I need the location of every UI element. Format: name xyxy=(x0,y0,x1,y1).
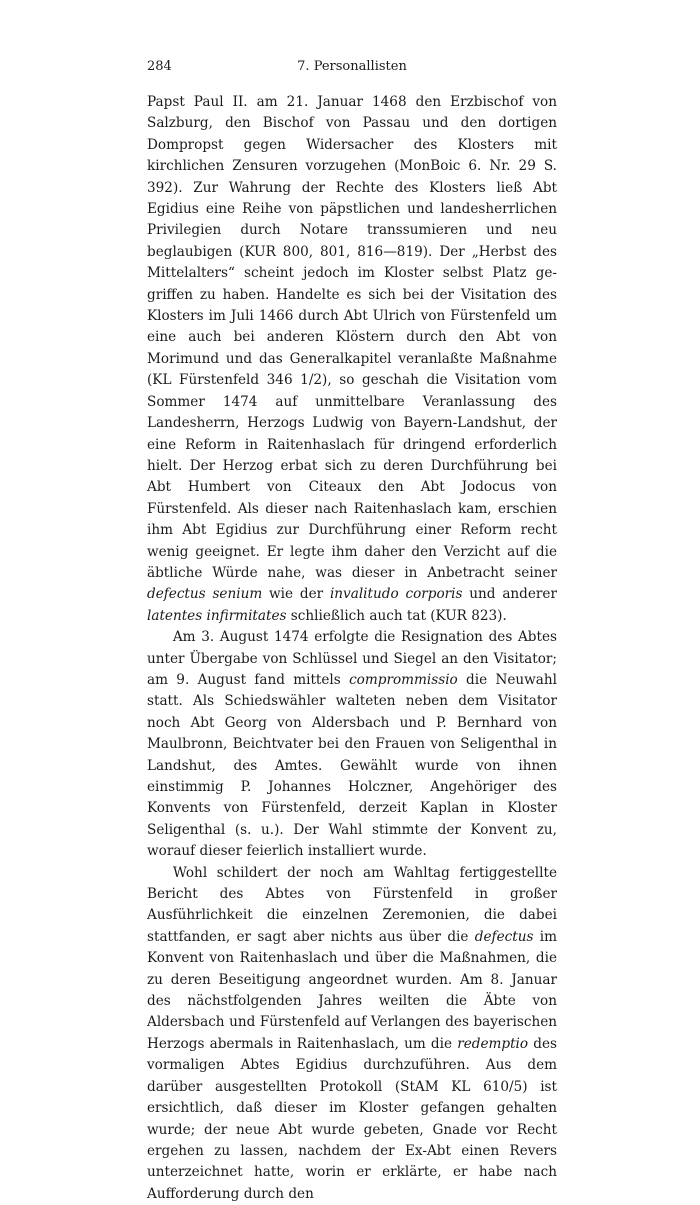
paragraph xyxy=(147,92,557,627)
running-head: 7. Personallisten xyxy=(297,59,407,74)
text-run: Papst Paul II. am 21. Januar 1468 den Erzbischof von Salzburg, den Bischof von Passau und den dortigen Dompropst gegen Widersacher des Klosters mit kirchlichen Zensuren vorzugehen (MonBoic 6. Nr. 29 S. 392). Zur Wahrung der Rechte des Klosters ließ Abt Egidius eine Reihe von päpstlichen und landesherrlichen Privilegien durch Notare transsumieren und neu beglaubigen (KUR 800, 801, 816—819). Der „Herbst des Mittelalters“ scheint jedoch im Kloster selbst Platz gegriffen zu haben. Handelte es sich bei der Visitation des Klosters im Juli 1466 durch Abt Ulrich von Fürstenfeld um eine auch bei anderen Klöstern durch den Abt von Morimund und das Generalkapitel veranlaßte Maßnahme (KL Fürstenfeld 346 1/2), so geschah die Visitation vom Sommer 1474 auf unmittelbare Veranlassung des Landesherrn, Herzogs Ludwig von Bayern-Landshut, der eine Reform in Raitenhaslach für dringend erforderlich hielt. Der Herzog erbat sich zu deren Durchführung bei Abt Humbert von Citeaux den Abt Jodocus von Fürstenfeld. Als dieser nach Raitenhaslach kam, erschien ihm Abt Egidius zur Durchführung einer Reform recht wenig geeignet. Er legte ihm daher den Verzicht auf die äbtliche Würde nahe, was dieser in Anbetracht seiner xyxy=(147,94,557,581)
page-header xyxy=(147,58,557,76)
page-number: 284 xyxy=(147,59,172,74)
text-run: Wohl schildert der noch am Wahltag fertiggestellte Bericht des Abtes von Fürstenfeld in großer Ausführlichkeit die einzelnen Zeremonien, die dabei stattfanden, er sagt aber nichts aus über die xyxy=(147,864,557,945)
latin-term: defectus senium xyxy=(147,586,263,603)
latin-term: latentes infirmitates xyxy=(147,607,287,624)
text-run: im Konvent von Raitenhaslach und über die Maßnahmen, die zu deren Beseitigung angeordnet wurden. Am 8. Januar des nächstfolgenden Jahres weilten die Äbte von Aldersbach und Fürstenfeld auf Verlangen des bayerischen Herzogs abermals in Raitenhaslach, um die xyxy=(147,928,558,1052)
text-run: Am 3. August 1474 erfolgte die Resignation des Abtes unter Übergabe von Schlüssel und Siegel an den Visitator; am 9. August fand mittels xyxy=(147,629,557,688)
text-run: und anderer xyxy=(462,586,557,603)
paragraph xyxy=(147,627,557,862)
body-text xyxy=(147,92,557,1205)
paragraph xyxy=(147,863,557,1205)
text-run: schließlich auch tat (KUR 823). xyxy=(286,607,507,624)
text-run: wie der xyxy=(262,586,330,603)
latin-term: defectus xyxy=(474,928,534,945)
latin-term: invalitudo corporis xyxy=(329,586,463,603)
text-run: des vormaligen Abtes Egidius durchzuführen. Aus dem darüber ausgestellten Protokoll (StAM KL 610/5) ist ersichtlich, daß dieser im Kloster gefangen gehalten wurde; der neue Abt wurde gebeten, Gnade vor Recht ergehen zu lassen, nachdem der Ex-Abt einen Revers unterzeichnet hatte, worin er erklärte, er habe nach Aufforderung durch den xyxy=(147,1035,557,1202)
latin-term: redemptio xyxy=(457,1035,529,1052)
book-page xyxy=(147,58,557,1205)
text-run: die Neuwahl statt. Als Schiedswähler walteten neben dem Visitator noch Abt Georg von Aldersbach und P. Bernhard von Maulbronn, Beichtvater bei den Frauen von Seligenthal in Landshut, des Amtes. Gewählt wurde von ihnen einstimmig P. Johannes Holczner, Angehöriger des Konvents von Fürstenfeld, derzeit Kaplan in Kloster Seligenthal (s. u.). Der Wahl stimmte der Konvent zu, worauf dieser feierlich installiert wurde. xyxy=(147,671,557,860)
latin-term: comprommissio xyxy=(349,671,458,688)
